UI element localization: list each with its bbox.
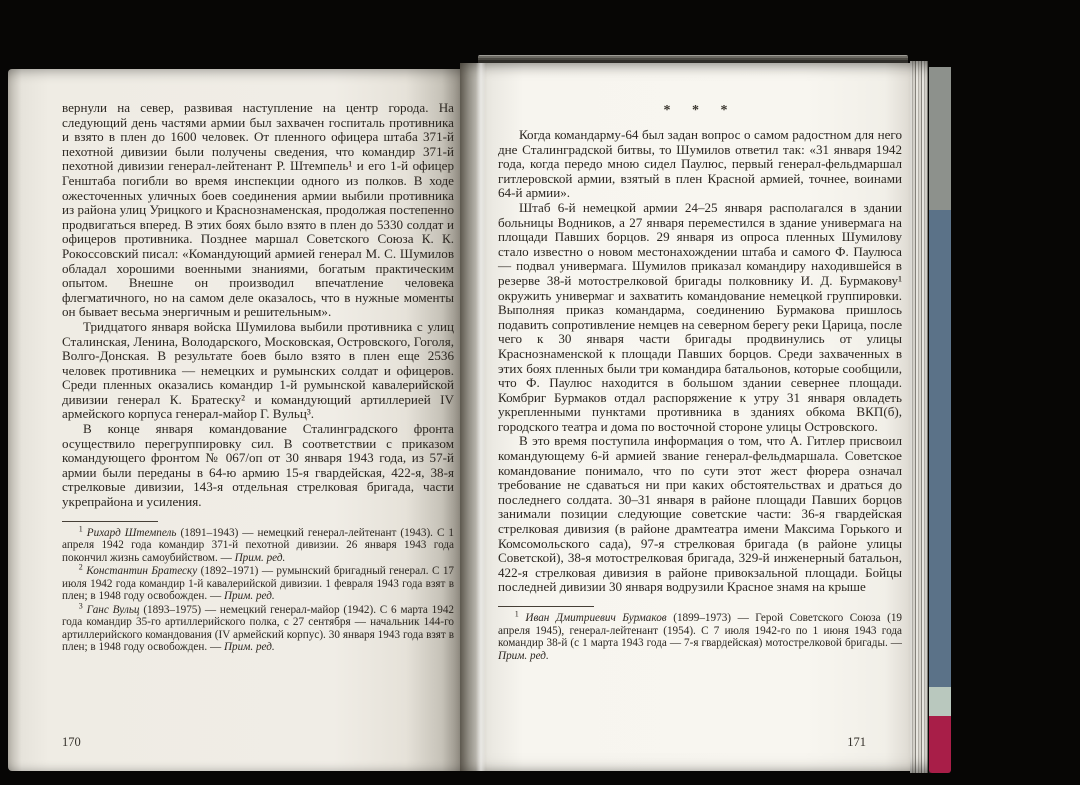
page-stack-fore-edge (910, 61, 928, 773)
footnote-tail: Прим. ред. (223, 641, 275, 654)
footnote (62, 523, 454, 565)
footnote-marker: 1 (514, 609, 519, 619)
cover-band-grey (929, 67, 951, 210)
left-page (8, 69, 460, 771)
footnote (62, 600, 455, 654)
footnote-tail: Прим. ред. (498, 649, 549, 662)
right-page-text-block (460, 63, 912, 662)
footnote-name: Ганс Вульц (86, 603, 140, 616)
footnote-name: Константин Братеску (86, 565, 198, 578)
footnote-text: (1892–1971) — румынский бригадный генерал. С 17 июля 1942 года командир 1-й кавалерийской дивизии. 1 февраля 1943 года взят в плен; в 1948 году освобожден. — (62, 565, 455, 603)
cover-band-blue (929, 210, 951, 687)
left-page-text-block (8, 69, 460, 654)
open-book (8, 55, 952, 778)
footnote-separator (62, 521, 158, 522)
footnote-text: (1893–1975) — немецкий генерал-майор (1942). С 6 марта 1942 года командир 35-го артиллерийского полка, с 27 сентября — начальник 144-го артиллерийского командования (IV армейский корпус). 30 января 1943 года взят в плен; в 1948 году освобожден. — (62, 603, 455, 654)
cover-band-crimson (929, 716, 951, 773)
page-number: 170 (62, 735, 81, 749)
footnote-marker: 2 (78, 562, 83, 572)
right-page (460, 63, 912, 771)
footnote-tail: Прим. ред. (223, 590, 275, 603)
body-paragraph: Тридцатого января войска Шумилова выбили противника с улиц Сталинская, Ленина, Володарского, Московская, Островского, Гоголя, Волго-Донская. В результате боев было взято в плен еще 2536 человек противника — немецких и румынских солдат и офицеров. Среди пленных оказались командир 1-й румынской кавалерийской дивизии генерал К. Братеску² и командующий артиллерией IV армейского корпуса генерал-майор Г. Вульц³. (62, 318, 454, 422)
book-cover-edge (929, 67, 951, 773)
footnote (62, 562, 455, 603)
body-paragraph: Когда командарму-64 был задан вопрос о самом радостном для него дне Сталинградской битвы, то Шумилов ответил так: «31 января 1942 года, когда передо мною сидел Паулюс, первый генерал-фельдмаршал гитлеровской армии, взятый в плен Красной армией, точнее, воинами 64-й армии». (498, 127, 902, 201)
footnote-tail: Прим. ред. (234, 551, 286, 564)
body-paragraph: В конце января командование Сталинградского фронта осуществило перегруппировку сил. В соответствии с приказом командующего фронтом № 067/оп от 30 января 1943 года, из 57-й армии были переданы в 64-ю армию 15-я гвардейская, 422-я, 38-я стрелковые дивизии, 143-я отдельная стрелковая бригада, части укрепрайона и усиления. (62, 421, 454, 510)
body-paragraph: Штаб 6-й немецкой армии 24–25 января располагался в здании больницы Водников, а 27 января переместился в здание универмага на площади Павших борцов. 29 января из опроса пленных Шумилову стало известно о новом местонахождении штаба и самого Ф. Паулюса — подвал универмага. Шумилов приказал командиру находившейся в резерве 38-й мотострелковой бригады полковнику И. Д. Бурмакову¹ окружить универмаг и захватить командование немецкой группировки. Выполняя приказ командарма, соединению Бурмакова пришлось подавить сопротивление немцев на северном берегу реки Царица, после чего к 30 января части бригады продвинулись от улицы Краснознаменской к площади Павших борцов. Среди захваченных в этих боях пленных были три командира батальонов, которые сообщили, что Ф. Паулюс находится в большом здании севернее площади. Комбриг Бурмаков отдал распоряжение к утру 31 января овладеть укрепленными пунктами противника в зданиях обкома ВКП(б), городского театра и дома по восточной стороне улицы Островского. (498, 199, 902, 434)
footnote-separator (498, 606, 594, 607)
footnote-marker: 1 (78, 523, 83, 533)
cover-band-mint (929, 687, 951, 716)
footnote (498, 609, 903, 662)
footnote-name: Иван Дмитриевич Бурмаков (525, 612, 667, 624)
page-number: 171 (847, 735, 866, 749)
body-paragraph: В это время поступила информация о том, что А. Гитлер присвоил командующему 6-й армией звание генерал-фельдмаршала. Советское командование понимало, что по сути этот жест фюрера означал требование не сдаваться ни при каких обстоятельствах и драться до последнего солдата. 30–31 января в районе площади Павших борцов занимали позиции следующие советские части: 36-я гвардейская стрелковая дивизия (в районе драмтеатра имени Максима Горького и Комсомольского сада), 97-я стрелковая бригада (в районе улицы Советской), 38-я мотострелковая бригада, 329-й инженерный батальон, 422-я стрелковая дивизия в районе привокзальной площади. Бойцы последней дивизии 30 января водрузили Красное знамя на крыше (498, 433, 902, 595)
footnote-name: Рихард Штемпель (86, 526, 177, 539)
footnote-marker: 3 (78, 600, 83, 610)
footnote-text: (1891–1943) — немецкий генерал-лейтенант (1943). С 1 апреля 1942 года командир 371-й пехотной дивизии. 26 января 1943 года покончил жизнь самоубийством. — (62, 526, 454, 564)
footnote-text: (1899–1973) — Герой Советского Союза (19 апреля 1945), генерал-лейтенант (1954). С 7 июля 1942-го по 1 июня 1943 года командир 38-й (с 1 марта 1943 года — 7-я гвардейская) мотострелковой бригады. — (498, 612, 903, 649)
body-paragraph: вернули на север, развивая наступление на центр города. На следующий день частями армии был захвачен госпиталь противника и взято в плен до 1600 человек. От пленного офицера штаба 371-й пехотной дивизии были получены сведения, что командир 371-й пехотной дивизии генерал-лейтенант Р. Штемпель¹ и его 1-й офицер Генштаба погибли во время инспекции одного из полков. В ходе ожесточенных уличных боев соединения армии выбили противника из района улиц Урицкого и Краснознаменская, продолжая постепенно продвигаться вперед. В этих боях было взято в плен до 5330 солдат и офицеров противника. Позднее маршал Советского Союза К. К. Рокоссовский писал: «Командующий армией генерал М. С. Шумилов обладал хорошими военными знаниями, богатым практическим опытом. Внешне он производил впечатление человека флегматичного, но на самом деле оказалось, что в нужные моменты он бывает весьма энергичным и решительным». (62, 100, 454, 320)
section-divider: * * * (663, 103, 737, 118)
